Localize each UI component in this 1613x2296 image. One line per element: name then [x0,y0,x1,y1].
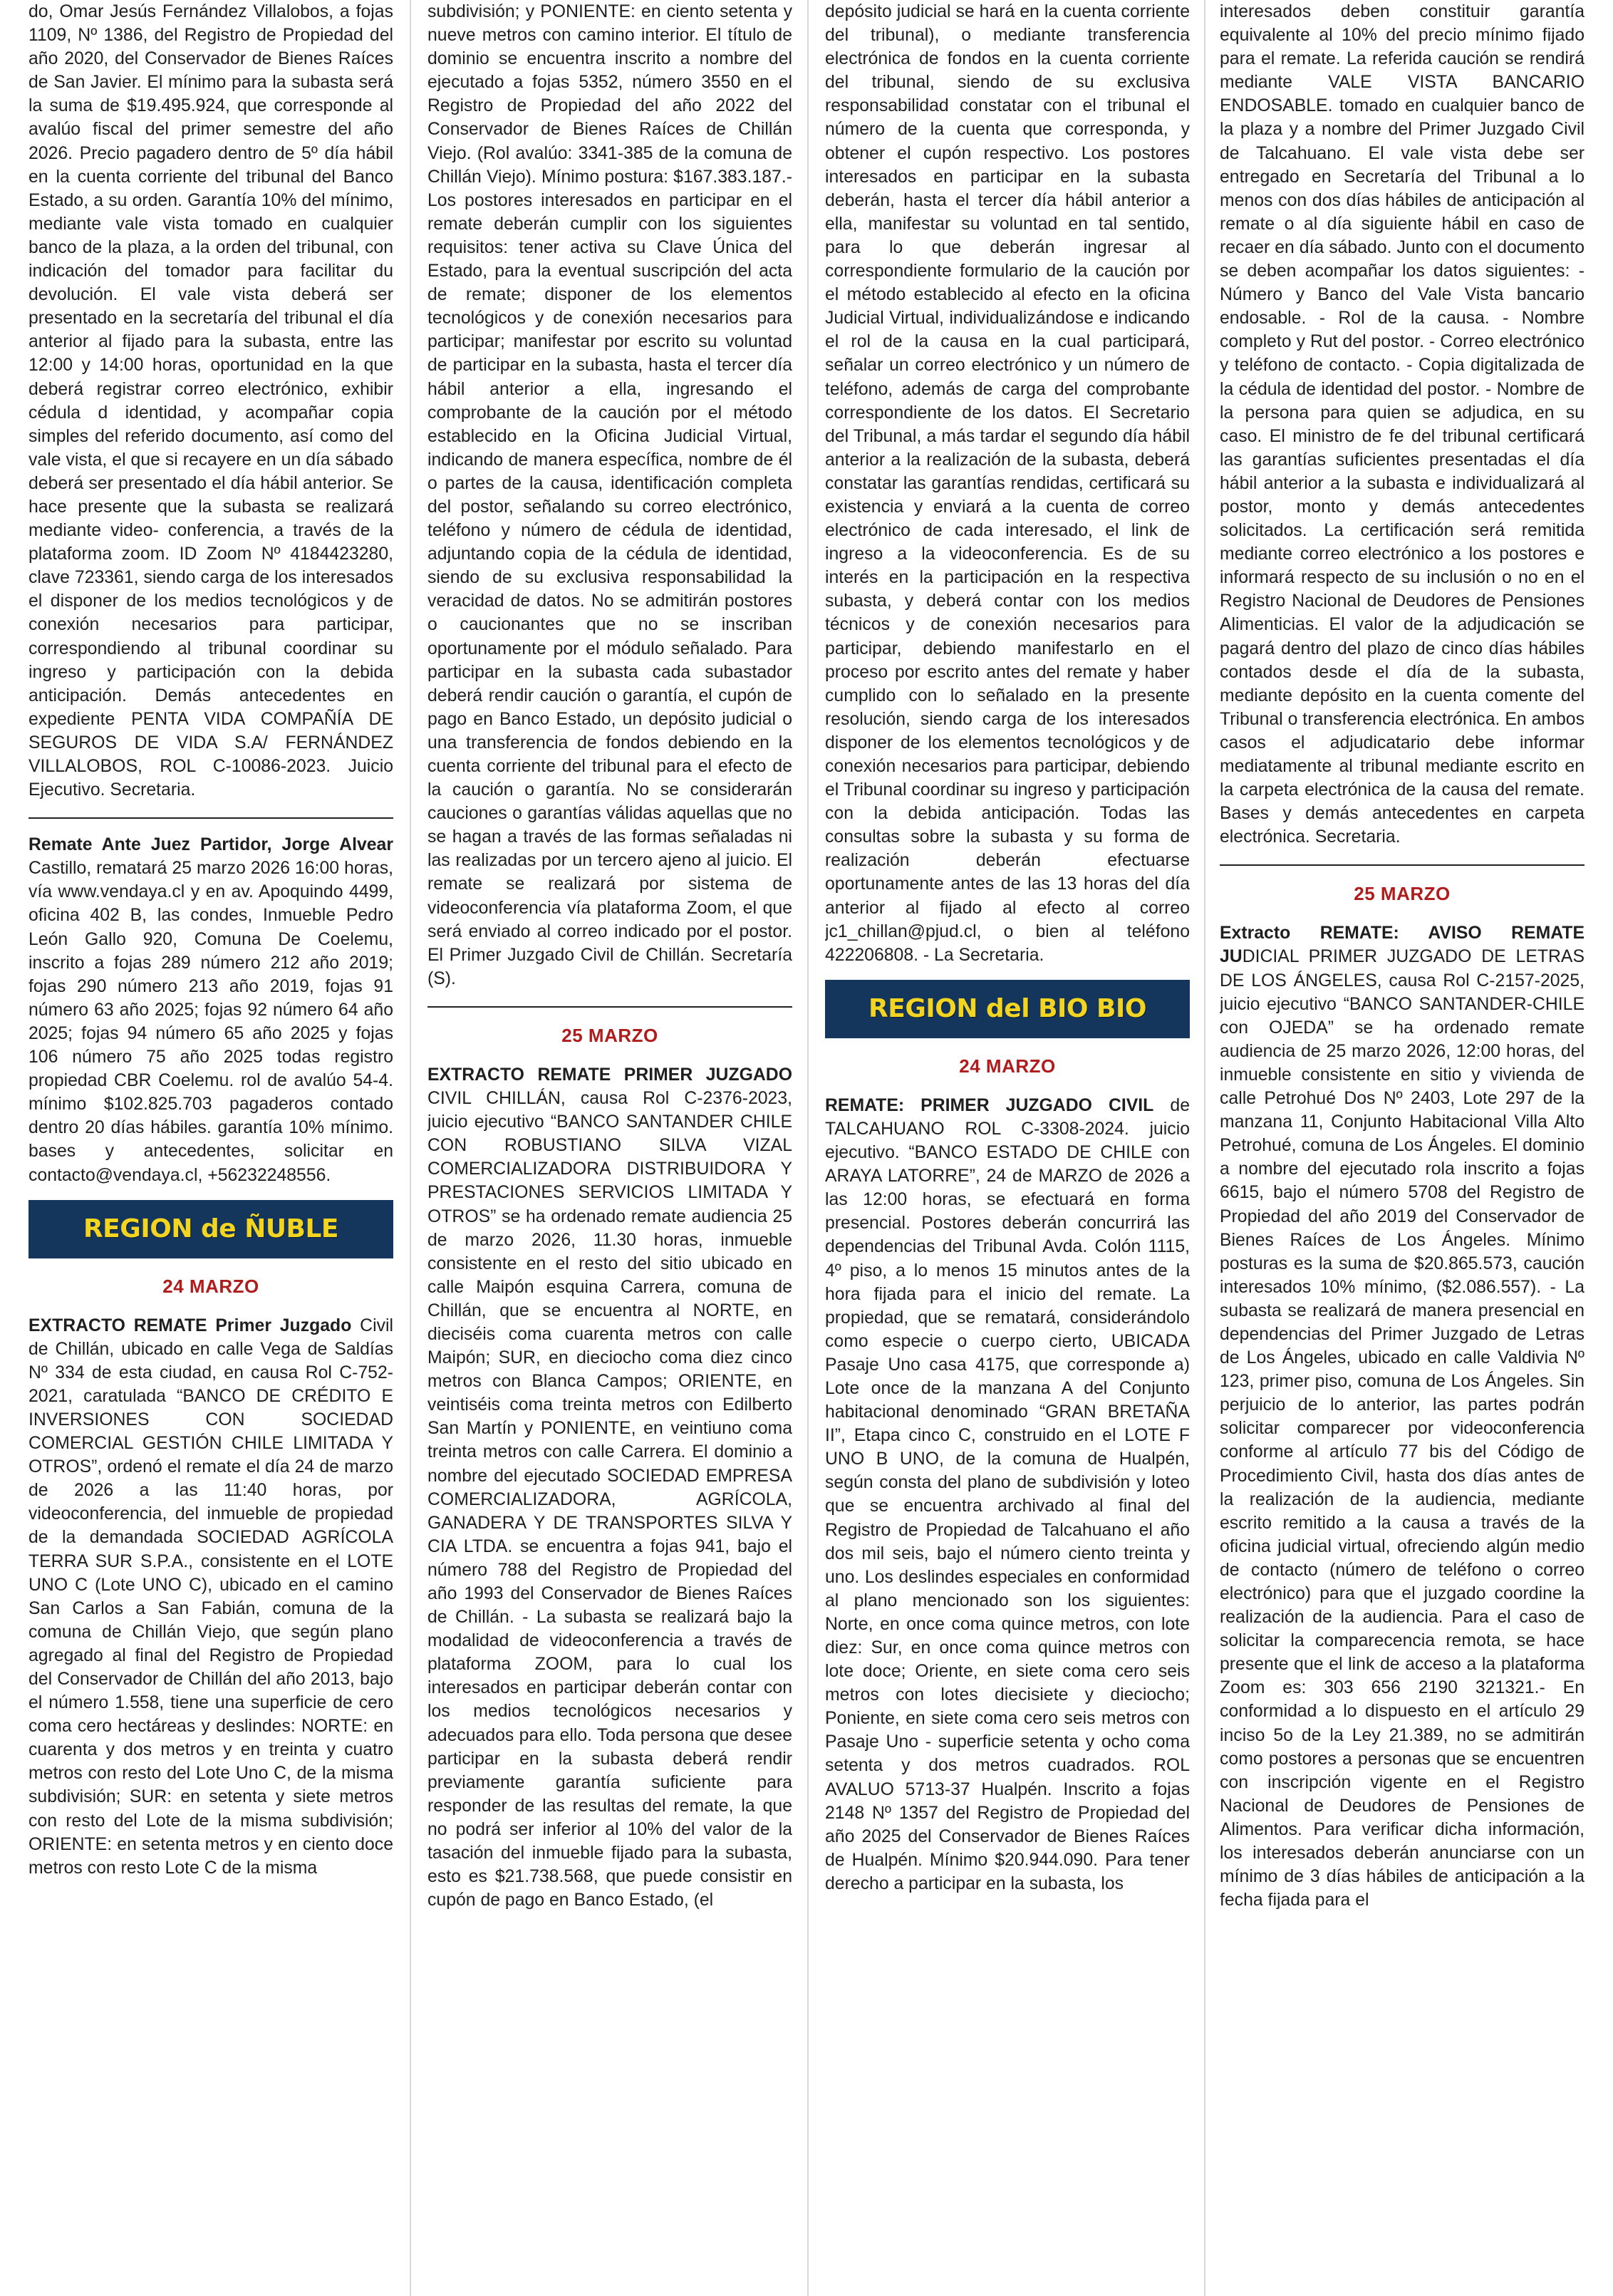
column-2 [427,0,792,2296]
region-banner [825,980,1190,1038]
column-1 [28,0,393,2296]
column-divider [1204,0,1205,2296]
column-3 [825,0,1190,2296]
notice [825,1094,1190,1896]
notice [427,1063,792,1912]
date-heading: 25 MARZO [561,1024,658,1046]
notice [28,833,393,1186]
notice-title: Extracto REMATE: AVISO REMATE JU [1220,924,1585,967]
notice-separator [1220,864,1585,866]
notice [28,1314,393,1880]
notice [1220,921,1585,1912]
region-banner-label: REGION del BIO BIO [868,994,1146,1024]
notice-separator [427,1006,792,1008]
notice-title: Remate Ante Juez Partidor, Jorge Alvear [28,835,393,855]
notice-text: Civil de Chillán, ubicado en calle Vega de Saldías Nº 334 de esta ciudad, en causa Rol C-752-2021, caratulada “BANCO DE CRÉDITO E INVERSIONES CON SOCIEDAD COMERCIAL GESTIÓN CHILE LIMITADA Y OTROS”, ordenó el remate el día 24 de marzo de 2026 a las 11:40 horas, por videoconferencia, del inmueble de propiedad de la demandada SOCIEDAD AGRÍCOLA TERRA SUR S.P.A., consistente en el LOTE UNO C (Lote UNO C), ubicado en el camino San Carlos a San Fabián, comuna de la comuna de Chillán Viejo, que según plano agregado al final del Registro de Propiedad del Conservador de Chillán del año 2013, bajo el número 1.558, tiene una superficie de cero coma cero hectáreas y deslindes: NORTE: en cuarenta y dos metros y en treinta y cuatro metros con resto del Lote Uno C, de la misma subdivisión; SUR: en setenta y siete metros con resto del Lote de la misma subdivisión; ORIENTE: en setenta metros y en ciento doce metros con resto Lote C de la misma [28,1315,393,1878]
notice-text: Castillo, rematará 25 marzo 2026 16:00 horas, vía www.vendaya.cl y en av. Apoquindo 4499, oficina 402 B, las condes, Inmueble Pedro León Gallo 920, Comuna De Coelemu, inscrito a fojas 289 número 212 año 2019; fojas 290 número 213 año 2019, fojas 91 número 63 año 2025; fojas 92 número 64 año 2025; fojas 94 número 65 año 2025 y fojas 106 número 75 año 2025 todas registro propiedad CBR Coelemu. rol de avalúo 54-4. mínimo $102.825.703 pagaderos contado dentro 20 días hábiles. garantía 10% mínimo. bases y antecedentes, solicitar en contacto@vendaya.cl, +56232248556. [28,859,393,1185]
notice-text: DICIAL PRIMER JUZGADO DE LETRAS DE LOS ÁNGELES, causa Rol C-2157-2025, juicio ejecutivo “BANCO SANTANDER-CHILE con OJEDA” se ha ordenado remate audiencia de 25 marzo 2026, 12:00 horas, del inmueble consistente en sitio y vivienda de calle Petrohué Dos Nº 2403, Lote 297 de la manzana 11, Conjunto Habitacional Villa Alto Petrohué, comuna de Los Ángeles. El dominio a nombre del ejecutado rola inscrito a fojas 6615, bajo el número 5708 del Registro de Propiedad del año 2019 del Conservador de Bienes Raíces de Los Ángeles. Mínimo posturas es la suma de $20.865.573, caución interesados 10% mínimo, ($2.086.557). - La subasta se realizará de manera presencial en dependencias del Primer Juzgado de Letras de Los Ángeles, ubicado en calle Valdivia Nº 123, primer piso, comuna de Los Ángeles. Sin perjuicio de lo anterior, las partes podrán solicitar comparecer por videoconferencia conforme al artículo 77 bis del Código de Procedimiento Civil, hasta dos días antes de la realización de la audiencia, mediante escrito remitido a la causa a través de la oficina judicial virtual, ofreciendo algún medio de contacto (número de teléfono o correo electrónico) para que el juzgado coordine la realización de la audiencia. Para el caso de solicitar la comparecencia remota, se hace presente que el link de acceso a la plataforma Zoom es: 303 656 2190 321321.- En conformidad a lo dispuesto en el artículo 29 inciso 5o de la Ley 21.389, no se admitirán como postores a personas que se encuentren con inscripción vigente en el Registro Nacional de Deudores de Pensiones de Alimentos. Para verificar dicha información, los interesados deberán anunciarse con un mínimo de 3 días hábiles de anticipación a la fecha fijada para el [1220,947,1585,1910]
notice-title: REMATE: PRIMER JUZGADO CIVIL [825,1095,1154,1115]
notice-text: do, Omar Jesús Fernández Villalobos, a fojas 1109, Nº 1386, del Registro de Propiedad del año 2020, del Conservador de Bienes Raíces de San Javier. El mínimo para la subasta será la suma de $19.495.924, que corresponde al avalúo fiscal del primer semestre del año 2026. Precio pagadero dentro de 5º día hábil en la cuenta corriente del tribunal del Banco Estado, a su orden. Garantía 10% del mínimo, mediante vale vista tomado en cualquier banco de la plaza, a la orden del tribunal, con indicación del tomador para facilitar du devolución. El vale vista deberá ser presentado en la secretaría del tribunal el día anterior al fijado para la subasta, entre las 12:00 y 14:00 horas, oportunidad en la que deberá registrar correo electrónico, exhibir cédula d identidad, y acompañar copia simples del referido documento, así como del vale vista, el que si recayere en un día sábado deberá ser presentado el día hábil anterior. Se hace presente que la subasta se realizará mediante video- conferencia, a través de la plataforma zoom. ID Zoom Nº 4184423280, clave 723361, siendo carga de los interesados el disponer de los medios tecnológicos y de conexión necesarios para participar, correspondiendo al tribunal coordinar su ingreso y participación con la debida anticipación. Demás antecedentes en expediente PENTA VIDA COMPAÑÍA DE SEGUROS DE VIDA S.A/ FERNÁNDEZ VILLALOBOS, ROL C-10086-2023. Juicio Ejecutivo. Secretaria. [28,2,393,800]
region-banner-label: REGION de ÑUBLE [83,1214,339,1244]
date-heading: 24 MARZO [162,1275,259,1297]
notice-text: depósito judicial se hará en la cuenta corriente del tribunal), o mediante transferencia electrónica de fondos en la cuenta corriente del tribunal, siendo de su exclusiva responsabilidad constatar con el tribunal el número de la cuenta que corresponda, y obtener el cupón respectivo. Los postores interesados en participar en la subasta deberán, hasta el tercer día hábil anterior a ella, manifestar su voluntad en tal sentido, para lo que deberán ingresar al correspondiente formulario de la caución por el método establecido al efecto en la oficina Judicial Virtual, individualizándose e indicando el rol de la causa en la cual participará, señalar un correo electrónico y un número de teléfono, además de carga del comprobante correspondiente de los datos. El Secretario del Tribunal, a más tardar el segundo día hábil anterior a la realización de la subasta, deberá constatar las garantías rendidas, certificará su existencia y enviará a la cuenta de correo electrónico de cada interesado, el link de ingreso a la videoconferencia. Es de su interés en la participación en la respectiva subasta, y deberá contar con los medios técnicos y de conexión necesarios para participar, debiendo manifestarlo en el proceso por escrito antes del remate y haber cumplido con lo señalado en la presente resolución, siendo carga de los interesados disponer de los elementos tecnológicos y de conexión necesarios para participar, debiendo el Tribunal coordinar su ingreso y participación con la debida anticipación. Todas las consultas sobre la subasta y su forma de realización deberán efectuarse oportunamente antes de las 13 horas del día anterior al fijado al efecto al correo jc1_chillan@pjud.cl, o bien al teléfono 422206808. - La Secretaria. [825,2,1190,965]
notice-separator [28,817,393,819]
region-banner [28,1200,393,1258]
notice-text: de TALCAHUANO ROL C-3308-2024. juicio ejecutivo. “BANCO ESTADO DE CHILE con ARAYA LATORRE”, 24 de MARZO de 2026 a las 12:00 horas, se efectuará en forma presencial. Postores deberán concurrirá las dependencias del Tribunal Avda. Colón 1115, 4º piso, a lo menos 15 minutos antes de la hora fijada para el inicio del remate. La propiedad, que se rematará, considerándolo como especie o cuerpo cierto, UBICADA Pasaje Uno casa 4175, que corresponde a) Lote once de la manzana A del Conjunto habitacional denominado “GRAN BRETAÑA II”, Etapa cinco C, construido en el LOTE F UNO B UNO, de la comuna de Hualpén, según consta del plano de subdivisión y loteo que se encuentra archivado al final del Registro de Propiedad de Talcahuano el año dos mil seis, bajo el número ciento treinta y uno. Los deslindes especiales en conformidad al plano mencionado son los siguientes: Norte, en once coma quince metros, con lote diez: Sur, en once coma quince metros con lote doce; Oriente, en siete coma cero seis metros con lotes diecisiete y dieciocho; Poniente, en siete coma cero seis metros con Pasaje Uno - superficie setenta y ocho coma setenta y dos metros cuadrados. ROL AVALUO 5713-37 Hualpén. Inscrito a fojas 2148 Nº 1357 del Registro de Propiedad del año 2025 del Conservador de Bienes Raíces de Hualpén. Mínimo $20.944.090. Para tener derecho a participar en la subasta, los [825,1095,1190,1893]
column-divider [807,0,809,2296]
column-4 [1220,0,1585,2296]
notice-title: EXTRACTO REMATE PRIMER JUZGADO [427,1065,792,1085]
date-heading: 25 MARZO [1354,883,1451,905]
column-divider [410,0,411,2296]
date-heading: 24 MARZO [959,1055,1056,1077]
notice-text: interesados deben constituir garantía equivalente al 10% del precio mínimo fijado para el remate. La referida caución se rendirá mediante VALE VISTA BANCARIO ENDOSABLE. tomado en cualquier banco de la plaza y a nombre del Primer Juzgado Civil de Talcahuano. El vale vista debe ser entregado en Secretaría del Tribunal a lo menos con dos días hábiles de anticipación al remate o al día siguiente hábil en caso de recaer en día sábado. Junto con el documento se deben acompañar los datos siguientes: - Número y Banco del Vale Vista bancario endosable. - Rol de la causa. - Nombre completo y Rut del postor. - Correo electrónico y teléfono de contacto. - Copia digitalizada de la cédula de identidad del postor. - Nombre de la persona para quien se adjudica, en su caso. El ministro de fe del tribunal certificará las garantías suficientes presentadas el día hábil anterior a la subasta e individualizará al postor, monto y demás antecedentes solicitados. La certificación será remitida mediante correo electrónico a los postores e informará respecto de su inclusión o no en el Registro Nacional de Deudores de Pensiones Alimenticias. El valor de la adjudicación se pagará dentro del plazo de cinco días hábiles contados desde el día de la subasta, mediante depósito en la cuenta comente del Tribunal o transferencia electrónica. En ambos casos el adjudicatario debe informar mediatamente al tribunal mediante escrito en la carpeta electrónica de la causa del remate. Bases y demás antecedentes en carpeta electrónica. Secretaria. [1220,2,1585,847]
notice-text: subdivisión; y PONIENTE: en ciento setenta y nueve metros con camino interior. El título de dominio se encuentra inscrito a nombre del ejecutado a fojas 5352, número 3550 en el Registro de Propiedad del año 2022 del Conservador de Bienes Raíces de Chillán Viejo. (Rol avalúo: 3341-385 de la comuna de Chillán Viejo). Mínimo postura: $167.383.187.- Los postores interesados en participar en el remate deberán cumplir con los siguientes requisitos: tener activa su Clave Única del Estado, para la eventual suscripción del acta de remate; disponer de los elementos tecnológicos y de conexión necesarios para participar; manifestar por escrito su voluntad de participar en la subasta, hasta el tercer día hábil anterior a ella, ingresando el comprobante de la caución por el método establecido en la Oficina Judicial Virtual, indicando de manera específica, nombre de él o partes de la causa, identificación completa del postor, señalando su correo electrónico, teléfono y número de cédula de identidad, adjuntando copia de la cédula de identidad, siendo de su exclusiva responsabilidad la veracidad de datos. No se admitirán postores o caucionantes que no se inscriban oportunamente por el módulo señalado. Para participar en la subasta cada subastador deberá rendir caución o garantía, el cupón de pago en Banco Estado, un depósito judicial o una transferencia de fondos debiendo en la cuenta corriente del tribunal para el efecto de la caución o garantía. No se considerarán cauciones o garantías válidas aquellas que no se hagan a través de las formas señaladas ni las realizadas por un tercero ajeno al juicio. El remate se realizará por sistema de videoconferencia vía plataforma Zoom, el que será enviado al correo indicado por el postor. El Primer Juzgado Civil de Chillán. Secretaría (S). [427,2,792,988]
notice-title: EXTRACTO REMATE Primer Juzgado [28,1315,352,1335]
notice-text: CIVIL CHILLÁN, causa Rol C-2376-2023, juicio ejecutivo “BANCO SANTANDER CHILE CON ROBUSTIANO SILVA VIZAL COMERCIALIZADORA DISTRIBUIDORA Y PRESTACIONES SERVICIOS LIMITADA Y OTROS” se ha ordenado remate audiencia 25 de marzo 2026, 11.30 horas, inmueble consistente en el resto del sitio ubicado en calle Maipón esquina Carrera, comuna de Chillán, que se encuentra al NORTE, en dieciséis coma cuarenta metros con calle Maipón; SUR, en dieciocho coma diez cinco metros con Blanca Campos; ORIENTE, en veintiséis coma treinta metros con Edilberto San Martín y PONIENTE, en veintiuno coma treinta metros con calle Carrera. El dominio a nombre del ejecutado SOCIEDAD EMPRESA COMERCIALIZADORA, AGRÍCOLA, GANADERA Y DE TRANSPORTES SILVA Y CIA LTDA. se encuentra a fojas 941, bajo el número 788 del Registro de Propiedad del año 1993 del Conservador de Bienes Raíces de Chillán. - La subasta se realizará bajo la modalidad de videoconferencia a través de plataforma ZOOM, para lo cual los interesados en participar deberán contar con los medios tecnológicos necesarios y adecuados para ello. Toda persona que desee participar en la subasta deberá rendir previamente garantía suficiente para responder de las resultas del remate, la que no podrá ser inferior al 10% del valor de la tasación del inmueble fijado para la subasta, esto es $21.738.568, que puede consistir en cupón de pago en Banco Estado, (el [427,1089,792,1910]
